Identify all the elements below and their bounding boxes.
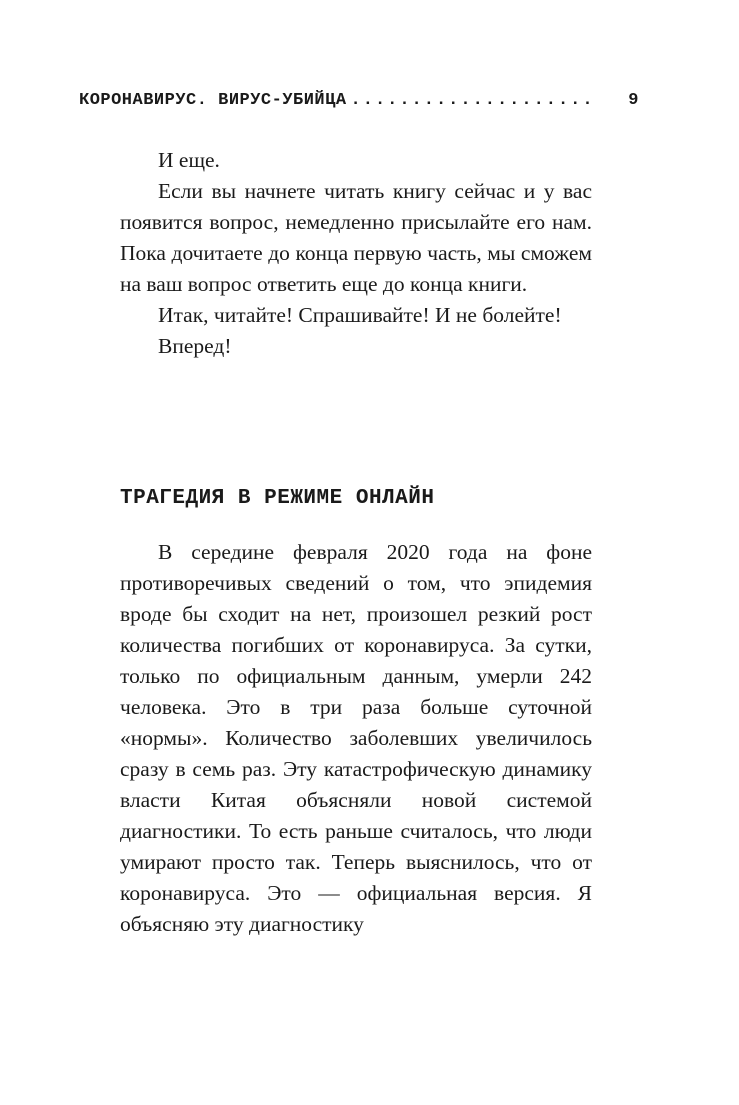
- intro-text: [120, 145, 592, 362]
- section-body: [120, 537, 592, 940]
- intro-paragraph: Если вы начнете читать книгу сейчас и у вас появится вопрос, немедленно присылайте его нам. Пока дочитаете до конца первую часть, мы сможем на ваш вопрос ответить еще до конца книги.: [120, 179, 592, 296]
- running-header-leader-dots: ....................: [350, 91, 595, 110]
- intro-paragraph: Итак, читайте! Спрашивайте! И не болейте!: [158, 303, 562, 327]
- intro-paragraph: Вперед!: [158, 334, 232, 358]
- page-number: 9: [628, 91, 639, 110]
- section-heading: ТРАГЕДИЯ В РЕЖИМЕ ОНЛАЙН: [120, 487, 435, 510]
- body-paragraph: В середине февраля 2020 года на фоне противоречивых сведений о том, что эпидемия вроде бы сходит на нет, произошел резкий рост количества погибших от коронавируса. За сутки, только по официальным данным, умерли 242 человека. Это в три раза больше суточной «нормы». Количество заболевших увеличилось сразу в семь раз. Эту катастрофическую динамику власти Китая объясняли новой системой диагностики. То есть раньше считалось, что люди умирают просто так. Теперь выяснилось, что от коронавируса. Это — официальная версия. Я объясняю эту диагностику: [120, 540, 592, 936]
- running-header: [79, 91, 639, 110]
- running-header-title: КОРОНАВИРУС. ВИРУС-УБИЙЦА: [79, 91, 347, 110]
- intro-paragraph: И еще.: [158, 148, 220, 172]
